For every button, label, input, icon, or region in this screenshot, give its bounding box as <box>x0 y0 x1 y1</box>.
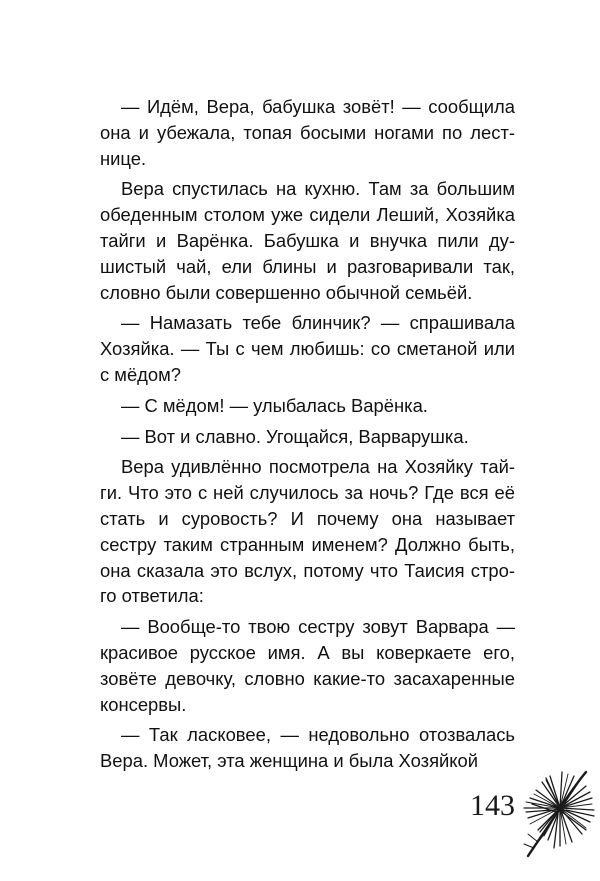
page-number: 143 <box>470 789 515 822</box>
paragraph: Вера спустилась на кухню. Там за большим обеденным столом уже сидели Леший, Хозяйка тайги и Варёнка. Бабушка и внучка пили душистый чай, ели блины и разговаривали так, словно были совершенно обычной семьёй. <box>100 178 515 303</box>
paragraph: — С мёдом! — улыбалась Варёнка. <box>121 394 428 416</box>
book-text <box>100 94 515 774</box>
paragraph: — Вот и славно. Угощайся, Варварушка. <box>121 425 469 447</box>
paragraph: — Вообще-то твою сестру зовут Варвара — красивое русское имя. А вы коверкаете его, зовёте девочку, словно какие-то засахаренные консервы. <box>100 616 515 715</box>
pine-branch-icon <box>516 768 596 860</box>
paragraph: — Идём, Вера, бабушка зовёт! — сообщила она и убежала, топая босыми ногами по лестнице. <box>100 96 515 169</box>
paragraph: — Так ласковее, — недовольно отозвалась Вера. Может, эта женщина и была Хозяйкой <box>100 724 515 772</box>
paragraph: — Намазать тебе блинчик? — спрашивала Хозяйка. — Ты с чем любишь: со сметаной или с мёдом? <box>100 312 515 385</box>
paragraph: Вера удивлённо посмотрела на Хозяйку тайги. Что это с ней случилось за ночь? Где вся её стать и суровость? И почему она называет сестру таким странным именем? Должно быть, она сказала это вслух, потому что Таисия строго ответила: <box>100 456 515 607</box>
